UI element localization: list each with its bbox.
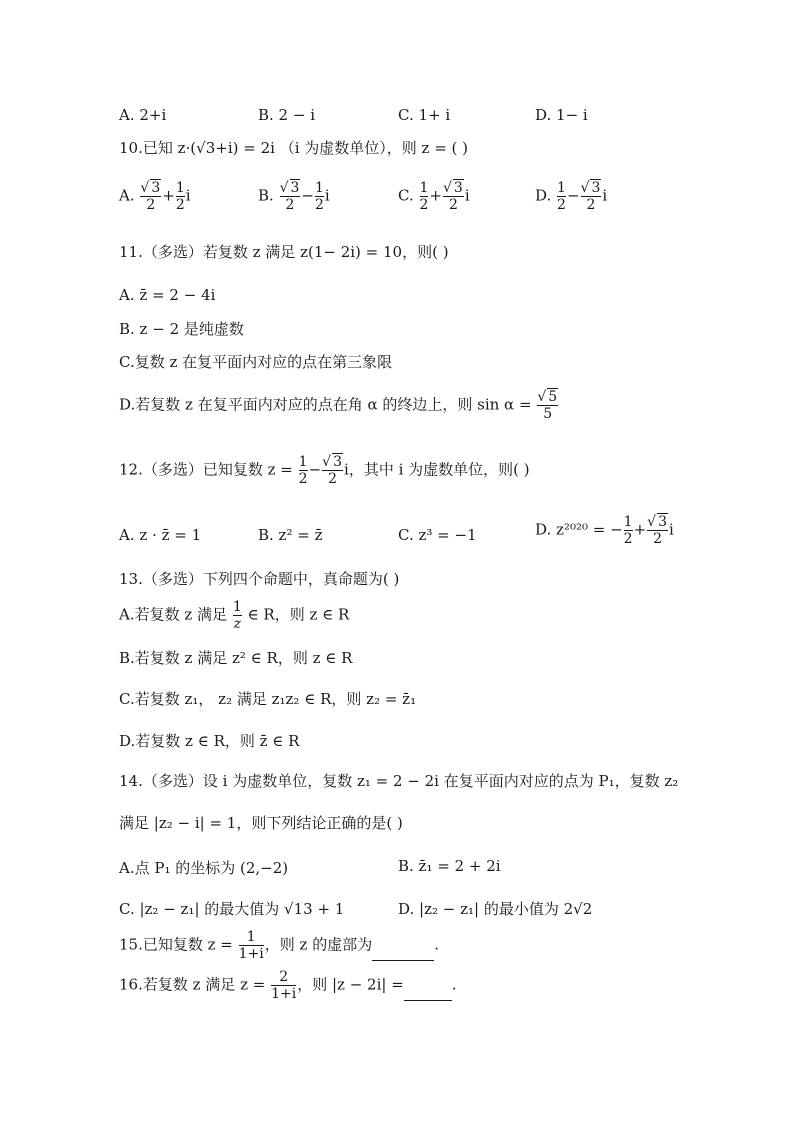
- q9-option-c: C. 1+ i: [398, 106, 451, 124]
- q10-option-c: C. $\frac{1}{2}$ + $\frac{√ 3}{2}$ i: [398, 180, 470, 213]
- q15-answer-blank[interactable]: [372, 946, 434, 961]
- q11-option-b: B. z − 2 是纯虚数: [119, 320, 244, 338]
- q10-option-b: B. $\frac{√ 3}{2}$ − $\frac{1}{2}$ i: [258, 180, 330, 213]
- q9-option-d: D. 1− i: [535, 106, 588, 124]
- q10-stem-equation: z·(√3+i) = 2i: [177, 139, 275, 157]
- q14-option-c: C. |z₂ − z₁| 的最大值为 √13 + 1: [119, 900, 345, 918]
- q11-option-d: D.若复数 z 在复平面内对应的点在角 α 的终边上，则 sin α = $\frac{√ 5}{5}$: [119, 389, 558, 422]
- q14-option-d: D. |z₂ − z₁| 的最小值为 2√2: [398, 900, 593, 918]
- q16-answer-blank[interactable]: [404, 986, 452, 1001]
- q10-stem-suffix: （i 为虚数单位），则 z = ( ): [279, 139, 469, 157]
- q14-option-b: B. z̄₁ = 2 + 2i: [398, 857, 501, 875]
- q13-option-d: D.若复数 z ∈ R，则 z̄ ∈ R: [119, 732, 300, 750]
- q10-option-d: D. $\frac{1}{2}$ − $\frac{√ 3}{2}$ i: [535, 180, 608, 213]
- q12-option-b: B. z² = z̄: [258, 526, 323, 544]
- q16-stem: 16.若复数 z 满足 z = $\frac{2}{1+i}$ ，则 |z − 2i| = .: [119, 969, 457, 1002]
- q13-option-c: C.若复数 z₁， z₂ 满足 z₁z₂ ∈ R，则 z₂ = z̄₁: [119, 690, 417, 708]
- q11-option-c: C.复数 z 在复平面内对应的点在第三象限: [119, 353, 393, 371]
- q12-option-a: A. z · z̄ = 1: [119, 526, 202, 544]
- q11-option-a: A. z̄ = 2 − 4i: [119, 286, 216, 304]
- q12-stem: 12.（多选）已知复数 z = $\frac{1}{2}$ − $\frac{√ 3}{2}$ i，其中 i 为虚数单位，则( ): [119, 454, 530, 487]
- q10-option-a: A. $\frac{√ 3}{2}$ + $\frac{1}{2}$ i: [119, 180, 191, 213]
- q12-option-c: C. z³ = −1: [398, 526, 477, 544]
- q9-option-b: B. 2 − i: [258, 106, 316, 124]
- q10-stem-prefix: 10.已知: [119, 139, 173, 157]
- q12-option-d: D. z²⁰²⁰ = − $\frac{1}{2}$ + $\frac{√ 3}{2}$ i: [535, 514, 674, 547]
- q10-stem: [119, 141, 468, 156]
- q14-option-a: A.点 P₁ 的坐标为 (2,−2): [119, 859, 289, 877]
- q14-stem-line2: 满足 |z₂ − i| = 1，则下列结论正确的是( ): [119, 814, 403, 832]
- q13-stem: 13.（多选）下列四个命题中，真命题为( ): [119, 570, 400, 588]
- q9-option-a: A. 2+i: [119, 106, 167, 124]
- q11-stem: 11.（多选）若复数 z 满足 z(1− 2i) = 10，则( ): [119, 243, 449, 261]
- q14-stem-line1: 14.（多选）设 i 为虚数单位，复数 z₁ = 2 − 2i 在复平面内对应的点为 P₁，复数 z₂: [119, 772, 679, 790]
- q13-option-b: B.若复数 z 满足 z² ∈ R，则 z ∈ R: [119, 649, 353, 667]
- q13-option-a: A.若复数 z 满足 $\frac{1}{z}$ ∈ R，则 z ∈ R: [119, 599, 350, 632]
- q15-stem: 15.已知复数 z = $\frac{1}{1+i}$ ，则 z 的虚部为 .: [119, 929, 440, 962]
